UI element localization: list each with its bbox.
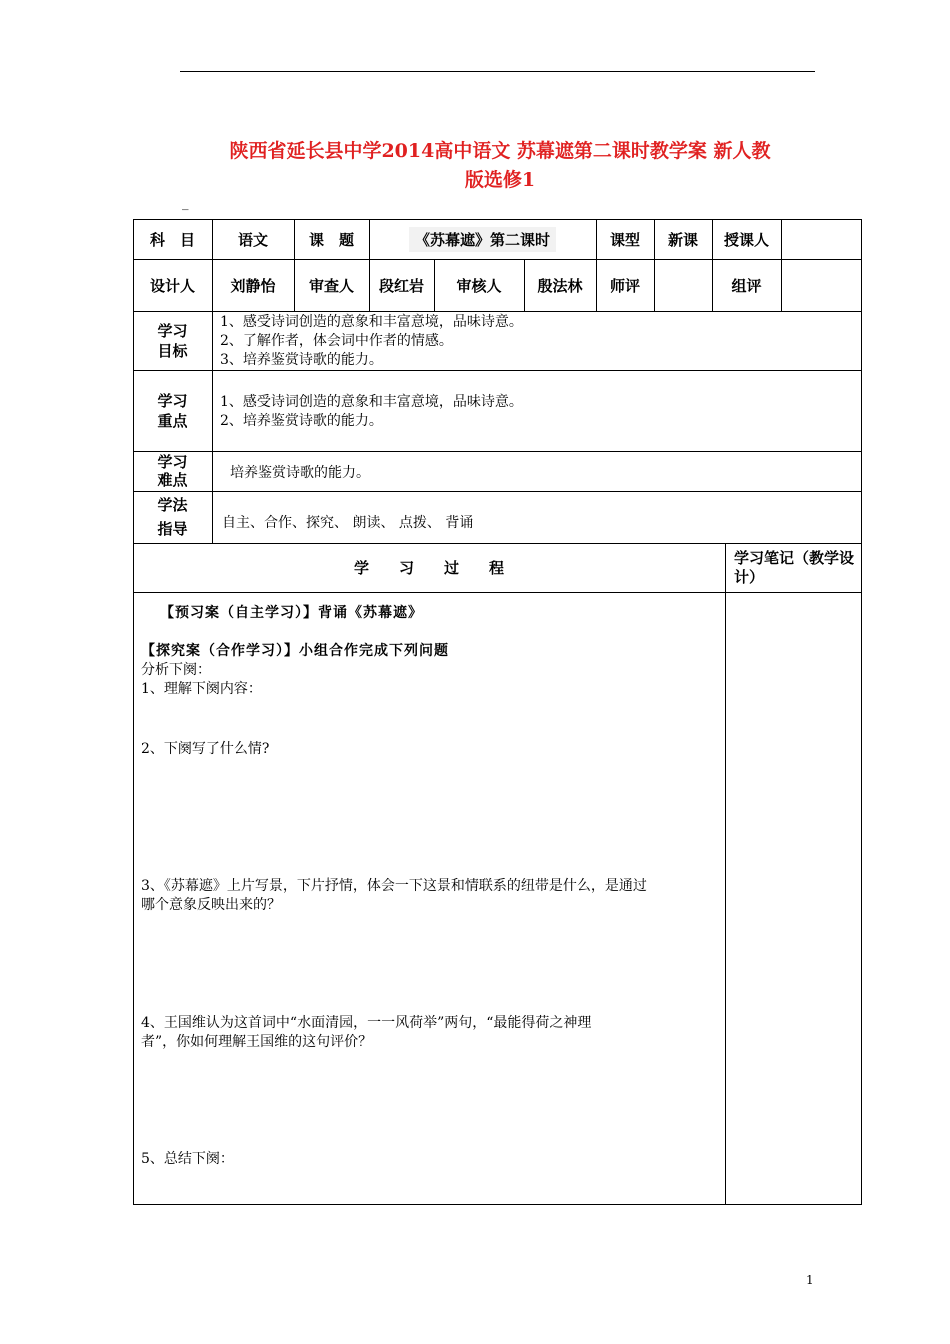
designer-value: 刘静怡	[230, 276, 276, 295]
keypoints-label-line2: 重点	[157, 411, 188, 430]
goals-label-line2: 目标	[157, 341, 188, 360]
lesson-value	[369, 219, 596, 259]
method-label-line1: 学法	[157, 496, 188, 514]
keypoints-list	[220, 393, 523, 431]
question-3	[141, 877, 647, 915]
method-label	[133, 491, 212, 543]
teacher-eval-label: 师评	[609, 276, 640, 295]
question-4-line1: 4、王国维认为这首词中“水面清园，一一风荷举”两句，“最能得荷之神理	[141, 1015, 592, 1031]
goals-label	[133, 311, 212, 370]
question-5: 5、总结下阕：	[141, 1151, 234, 1167]
question-2: 2、下阕写了什么情?	[141, 741, 270, 757]
subject-label: 科 目	[149, 230, 195, 249]
goals-label-line1: 学习	[157, 321, 188, 340]
lesson-label: 课 题	[308, 230, 354, 249]
teacher-eval-value	[654, 259, 712, 311]
keypoints-label-line1: 学习	[157, 391, 188, 410]
lesson-plan-table	[133, 219, 862, 1205]
difficulty-label-line1: 学习	[157, 453, 188, 471]
question-4-line2: 者”，你如何理解王国维的这句评价？	[141, 1034, 373, 1050]
auditor-value: 殷法林	[537, 276, 583, 295]
question-4	[141, 1014, 591, 1052]
title-line-1: 陕西省延长县中学2014高中语文 苏幕遮第二课时教学案 新人教	[229, 140, 771, 162]
reviewer-value: 段红岩	[378, 276, 424, 295]
goal-item: 3、培养鉴赏诗歌的能力。	[220, 352, 383, 368]
subject-value: 语文	[237, 230, 268, 249]
goal-item: 2、了解作者，体会词中作者的情感。	[220, 333, 453, 349]
method-text: 自主、合作、探究、 朗读、 点拨、 背诵	[222, 515, 474, 531]
page-number: 1	[806, 1273, 814, 1287]
question-3-line2: 哪个意象反映出来的？	[141, 897, 281, 913]
title-underscore: _	[182, 196, 189, 211]
type-label: 课型	[609, 230, 640, 249]
teacher-label: 授课人	[723, 230, 769, 249]
question-1: 1、理解下阕内容：	[141, 681, 262, 697]
difficulty-label	[133, 451, 212, 491]
type-value: 新课	[667, 230, 698, 249]
reviewer-label: 审查人	[308, 276, 354, 295]
title-line-2: 版选修1	[464, 169, 536, 191]
preview-section: 【预习案（自主学习）】背诵《苏幕遮》	[160, 605, 423, 621]
question-3-line1: 3、《苏幕遮》上片写景，下片抒情，体会一下这景和情联系的纽带是什么，是通过	[141, 878, 647, 894]
keypoint-item: 1、感受诗词创造的意象和丰富意境，品味诗意。	[220, 394, 523, 410]
keypoints-label	[133, 370, 212, 451]
lesson-value-text: 《苏幕遮》第二课时	[409, 227, 556, 252]
teacher-value	[781, 219, 861, 259]
process-header: 学 习 过 程	[353, 559, 504, 577]
method-label-line2: 指导	[157, 520, 188, 538]
difficulty-label-line2: 难点	[157, 471, 188, 489]
goal-item: 1、感受诗词创造的意象和丰富意境，品味诗意。	[220, 314, 523, 330]
header-rule	[180, 71, 815, 72]
explore-section: 【探究案（合作学习）】小组合作完成下列问题	[141, 643, 449, 659]
analysis-intro: 分析下阕：	[141, 662, 211, 678]
designer-label: 设计人	[149, 276, 195, 295]
keypoint-item: 2、培养鉴赏诗歌的能力。	[220, 413, 383, 429]
goals-list	[220, 313, 523, 370]
group-eval-label: 组评	[731, 276, 762, 295]
difficulty-text: 培养鉴赏诗歌的能力。	[230, 465, 370, 481]
group-eval-value	[781, 259, 861, 311]
document-title	[150, 137, 850, 195]
auditor-label: 审核人	[456, 276, 502, 295]
notes-header: 学习笔记（教学设计）	[734, 548, 855, 586]
